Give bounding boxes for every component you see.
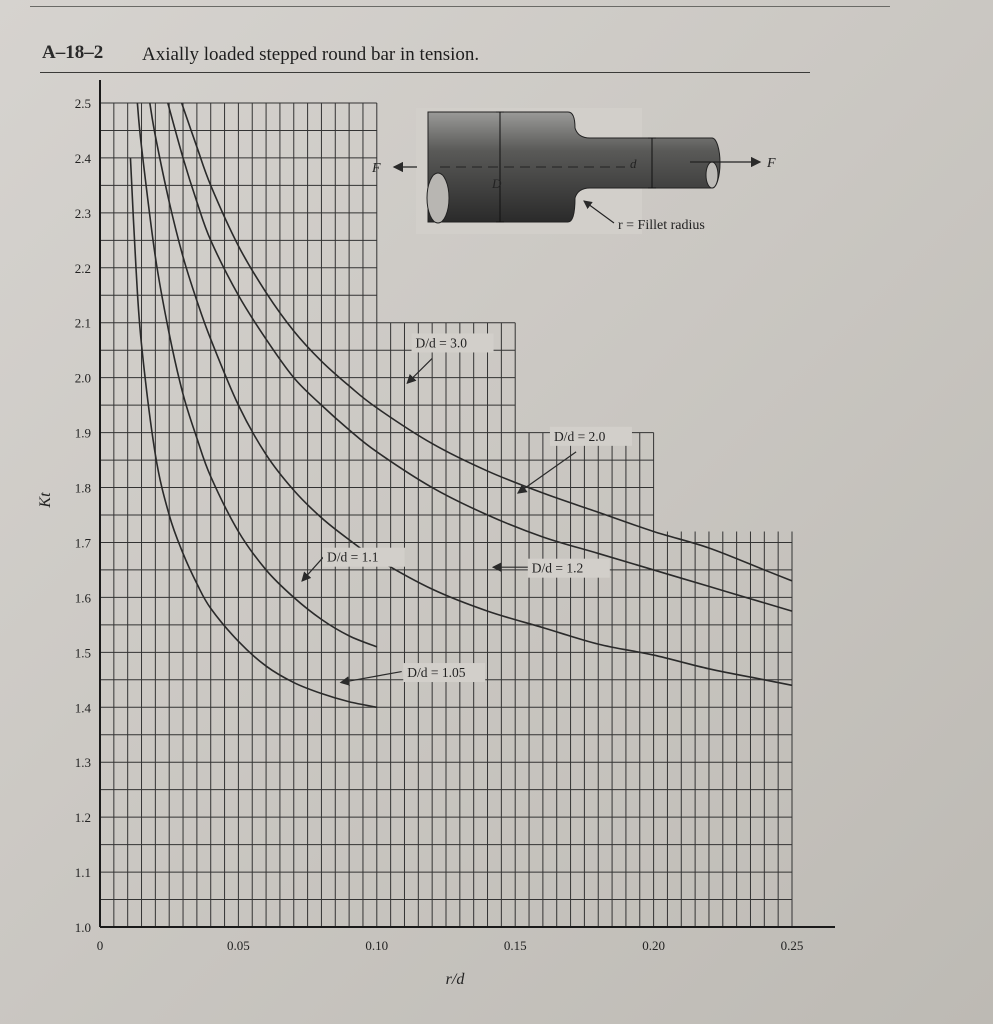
fillet-radius-note: r = Fillet radius xyxy=(618,218,705,233)
large-diameter-label: D xyxy=(492,176,502,191)
curve-label: D/d = 3.0 xyxy=(415,335,468,351)
x-tick-label: 0.05 xyxy=(227,938,250,953)
y-tick-label: 2.5 xyxy=(74,96,91,111)
y-tick-label: 1.6 xyxy=(74,590,91,606)
stepped-bar-diagram xyxy=(371,108,776,234)
curve-label: D/d = 1.2 xyxy=(531,560,584,576)
y-axis-label: Kt xyxy=(37,492,54,508)
curve-label-leader xyxy=(518,452,576,493)
curve-label-leader xyxy=(407,358,432,383)
y-tick-label: 1.1 xyxy=(74,865,91,881)
x-tick-label: 0.20 xyxy=(642,938,665,953)
y-tick-label: 1.4 xyxy=(74,700,91,716)
y-tick-label: 2.0 xyxy=(74,370,91,386)
y-tick-label: 1.9 xyxy=(74,425,91,441)
y-tick-label: 1.2 xyxy=(74,810,91,826)
y-tick-label: 1.3 xyxy=(74,755,91,771)
y-tick-label: 2.4 xyxy=(74,150,91,166)
x-tick-label: 0.25 xyxy=(780,938,804,953)
y-tick-label: 1.8 xyxy=(74,480,91,496)
y-tick-label: 1.0 xyxy=(74,920,91,935)
figure-title: Axially loaded stepped round bar in tension. xyxy=(142,44,480,65)
small-end-face xyxy=(706,162,718,188)
figure-number: A–18–2 xyxy=(42,42,104,63)
y-tick-label: 1.5 xyxy=(74,645,91,661)
curve-label-leader xyxy=(341,672,402,683)
bar-end-face xyxy=(427,173,449,223)
y-tick-label: 2.1 xyxy=(74,315,91,331)
force-left-label: F xyxy=(372,161,381,176)
curve-label: D/d = 1.05 xyxy=(407,665,466,681)
curve-label-leader xyxy=(302,556,324,581)
curve-label: D/d = 2.0 xyxy=(553,428,606,444)
x-tick-label: 0 xyxy=(96,938,104,953)
y-tick-label: 1.7 xyxy=(74,535,91,551)
x-tick-label: 0.10 xyxy=(365,938,389,953)
curve-label: D/d = 1.1 xyxy=(326,549,379,565)
curve-labels xyxy=(302,333,632,682)
y-tick-label: 2.3 xyxy=(74,205,91,221)
small-diameter-label: d xyxy=(630,156,637,171)
x-axis-label: r/d xyxy=(445,971,465,988)
force-right-label: F xyxy=(767,156,776,171)
x-tick-label: 0.15 xyxy=(503,938,527,953)
y-tick-label: 2.2 xyxy=(74,260,91,276)
